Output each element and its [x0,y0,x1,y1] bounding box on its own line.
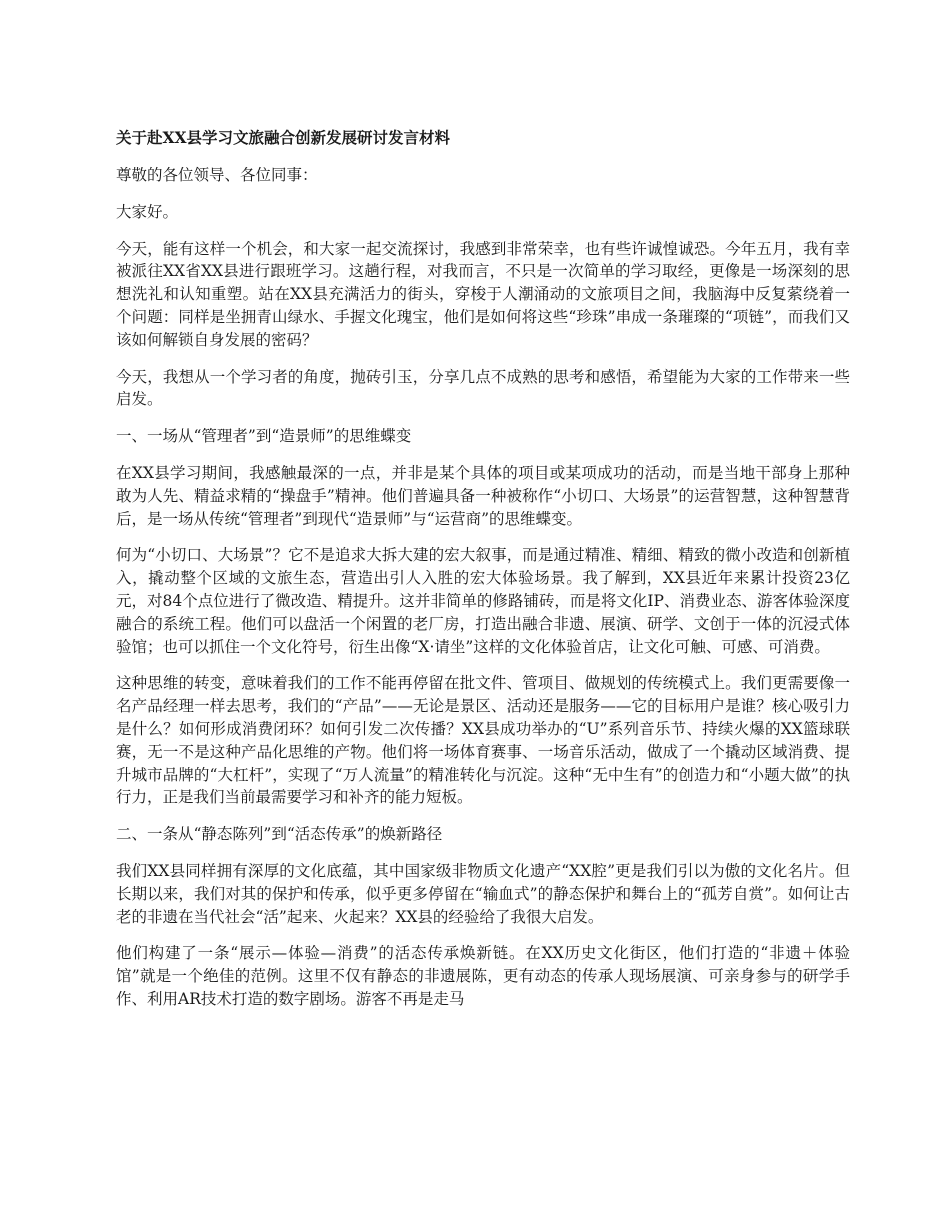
section-1-paragraph-3: 这种思维的转变，意味着我们的工作不能再停留在批文件、管项目、做规划的传统模式上。我们更需要像一名产品经理一样去思考，我们的“产品”——无论是景区、活动还是服务——它的目标用户是谁？核心吸引力是什么？如何形成消费闭环？如何引发二次传播？XX县成功举办的“U”系列音乐节、持续火爆的XX篮球联赛，无一不是这种产品化思维的产物。他们将一场体育赛事、一场音乐活动，做成了一个撬动区域消费、提升城市品牌的“大杠杆”，实现了“万人流量”的精准转化与沉淀。这种“无中生有”的创造力和“小题大做”的执行力，正是我们当前最需要学习和补齐的能力短板。 [116,674,850,807]
greeting: 尊敬的各位领导、各位同事： [116,166,318,184]
intro-paragraph-1: 今天，能有这样一个机会，和大家一起交流探讨，我感到非常荣幸，也有些许诚惶诚恐。今年五月，我有幸被派往XX省XX县进行跟班学习。这趟行程，对我而言，不只是一次简单的学习取经，更像是一场深刻的思想洗礼和认知重塑。站在XX县充满活力的街头，穿梭于人潮涌动的文旅项目之间，我脑海中反复萦绕着一个问题：同样是坐拥青山绿水、手握文化瑰宝，他们是如何将这些“珍珠”串成一条璀璨的“项链”，而我们又该如何解锁自身发展的密码？ [116,239,850,349]
section-2-paragraph-2: 他们构建了一条“展示—体验—消费”的活态传承焕新链。在XX历史文化街区，他们打造的“非遗＋体验馆”就是一个绝佳的范例。这里不仅有静态的非遗展陈，更有动态的传承人现场展演、可亲身参与的研学手作、利用AR技术打造的数字剧场。游客不再是走马 [116,944,850,1008]
section-2-heading: 二、一条从“静态陈列”到“活态传承”的焕新路径 [116,825,443,844]
document-title: 关于赴XX县学习文旅融合创新发展研讨发言材料 [116,128,451,147]
section-1-paragraph-1: 在XX县学习期间，我感触最深的一点，并非是某个具体的项目或某项成功的活动，而是当地干部身上那种敢为人先、精益求精的“操盘手”精神。他们普遍具备一种被称作“小切口、大场景”的运营智慧，这种智慧背后，是一场从传统“管理者”到现代“造景师”与“运营商”的思维蝶变。 [116,463,850,528]
section-1-paragraph-2: 何为“小切口、大场景”？它不是追求大拆大建的宏大叙事，而是通过精准、精细、精致的微小改造和创新植入，撬动整个区域的文旅生态，营造出引人入胜的宏大体验场景。我了解到，XX县近年来累计投资23亿元，对84个点位进行了微改造、精提升。这并非简单的修路铺砖，而是将文化IP、消费业态、游客体验深度融合的系统工程。他们可以盘活一个闲置的老厂房，打造出融合非遗、展演、研学、文创于一体的沉浸式体验馆；也可以抓住一个文化符号，衍生出像“X·请坐”这样的文化体验首店，让文化可触、可感、可消费。 [116,546,850,656]
section-2-paragraph-1: 我们XX县同样拥有深厚的文化底蕴，其中国家级非物质文化遗产“XX腔”更是我们引以为傲的文化名片。但长期以来，我们对其的保护和传承，似乎更多停留在“输血式”的静态保护和舞台上的“孤芳自赏”。如何让古老的非遗在当代社会“活”起来、火起来？XX县的经验给了我很大启发。 [116,861,850,926]
opening: 大家好。 [116,202,179,221]
section-1-heading: 一、一场从“管理者”到“造景师”的思维蝶变 [116,427,412,446]
intro-paragraph-2: 今天，我想从一个学习者的角度，抛砖引玉，分享几点不成熟的思考和感悟，希望能为大家的工作带来一些启发。 [116,367,850,409]
